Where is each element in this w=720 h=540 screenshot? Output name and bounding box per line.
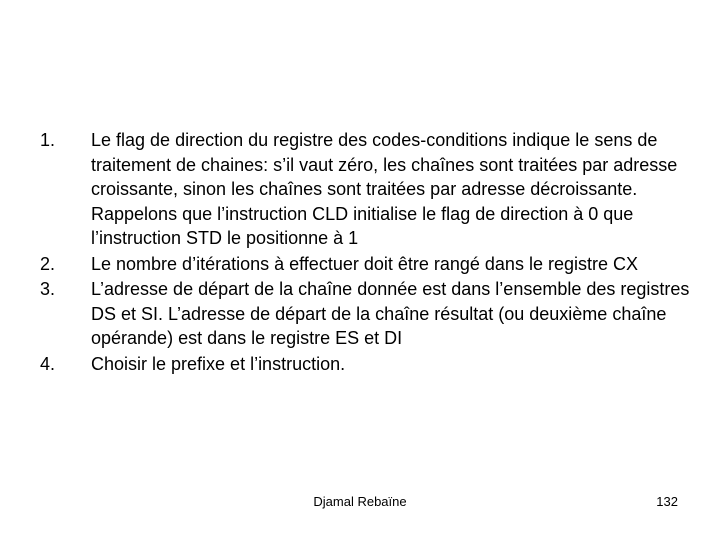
page-number: 132 (656, 494, 678, 509)
list-item (40, 252, 690, 277)
list-item-text: L’adresse de départ de la chaîne donnée est dans l’ensemble des registres DS et SI. L’adresse de départ de la chaîne résultat (ou deuxième chaîne opérande) est dans le registre ES et DI (91, 279, 690, 348)
list-item-number: 2. (40, 253, 56, 274)
footer-author: Djamal Rebaïne (313, 494, 407, 509)
list-item-number: 4. (40, 353, 56, 374)
list-item-text: Le flag de direction du registre des codes-conditions indique le sens de traitement de chaines: s’il vaut zéro, les chaînes sont traitées par adresse croissante, sinon les chaînes sont traitées par adresse décroissante. Rappelons que l’instruction CLD initialise le flag de direction à 0 que l’instruction STD le positionne à 1 (91, 130, 678, 248)
list-item-text: Le nombre d’itérations à effectuer doit être rangé dans le registre CX (91, 253, 638, 274)
list-item-text: Choisir le prefixe et l’instruction. (91, 353, 346, 374)
list-item-number: 3. (40, 279, 56, 299)
numbered-list (40, 128, 690, 377)
list-item (40, 128, 690, 251)
list-item-number: 1. (40, 130, 56, 150)
list-item (40, 277, 690, 351)
list-item (40, 352, 690, 377)
